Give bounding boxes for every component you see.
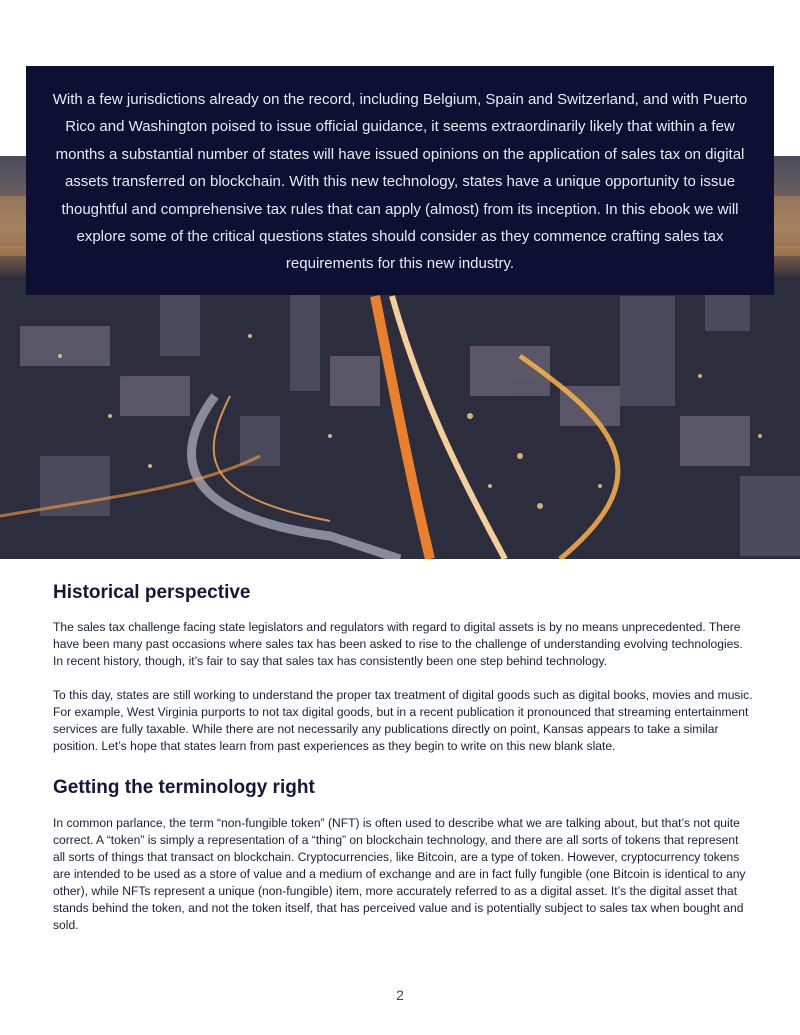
paragraph: In common parlance, the term “non-fungible token” (NFT) is often used to describe what we are talking about, but that’s not quite correct. A “token” is simply a representation of a “thing” on blockchain technology, and there are all sorts of tokens that represent all sorts of things that transact on blockchain. Cryptocurrencies, like Bitcoin, are a type of token. However, cryptocurrency tokens are intended to be used as a store of value and a medium of exchange and are in fact fully fungible (one Bitcoin is identical to any other), while NFTs represent a unique (non-fungible) item, more accurately referred to as a digital asset. It’s the digital asset that stands behind the token, and not the token itself, that has perceived value and is potentially subject to sales tax when bought and sold.: [53, 816, 746, 932]
intro-callout: [26, 66, 774, 295]
section-heading-terminology: Getting the terminology right: [53, 777, 315, 798]
page-number: 2: [396, 987, 404, 1003]
paragraph: To this day, states are still working to understand the proper tax treatment of digital goods such as digital books, movies and music. For example, West Virginia purports to not tax digital goods, but in a recent publication it pronounced that streaming entertainment services are fully taxable. While there are not necessarily any publications directly on point, Kansas appears to take a similar position. Let’s hope that states learn from past experiences as they begin to write on this new blank slate.: [53, 688, 753, 753]
section-heading-historical: Historical perspective: [53, 582, 251, 603]
paragraph: The sales tax challenge facing state legislators and regulators with regard to digital assets is by no means unprecedented. There have been many past occasions where sales tax has been asked to rise to the challenge of understanding evolving technologies. In recent history, though, it’s fair to say that sales tax has consistently been one step behind technology.: [53, 620, 743, 668]
intro-callout-text: With a few jurisdictions already on the record, including Belgium, Spain and Switzerland, and with Puerto Rico and Washington poised to issue official guidance, it seems extraordinarily likely that within a few months a substantial number of states will have issued opinions on the application of sales tax on digital assets transferred on blockchain. With this new technology, states have a unique opportunity to issue thoughtful and comprehensive tax rules that can apply (almost) from its inception. In this ebook we will explore some of the critical questions states should consider as they commence crafting sales tax requirements for this new industry.: [52, 91, 748, 273]
